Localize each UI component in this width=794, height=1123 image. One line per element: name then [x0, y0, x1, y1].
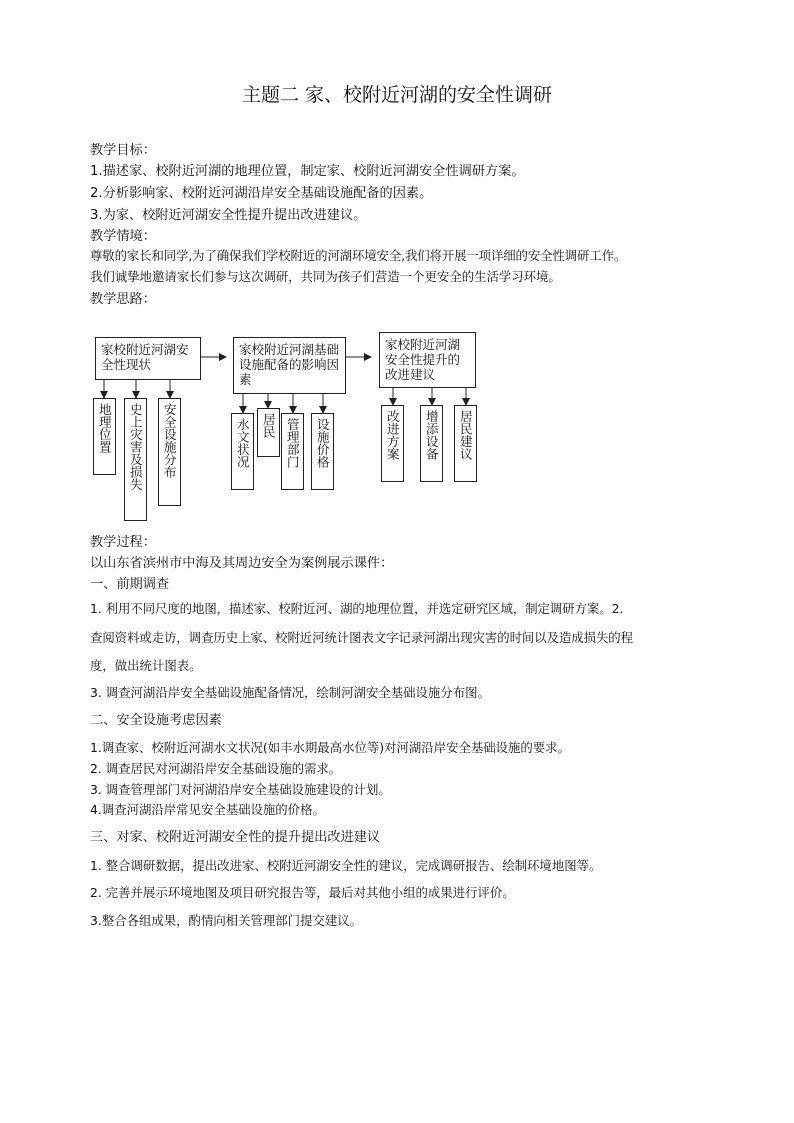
section-3-heading: 三、对家、校附近河湖安全性的提升提出改进建议: [90, 830, 381, 845]
objective-item-3: 3.为家、校附近河湖安全性提升提出改进建议。: [90, 208, 367, 223]
section-2-line-2: 2. 调查居民对河湖沿岸安全基础设施的需求。: [90, 761, 342, 776]
main-box-suggestions: 家校附近河湖安全性提升的改进建议: [379, 332, 476, 388]
sub-box-location: 地理位置: [93, 398, 116, 475]
main-box-status: 家校附近河湖安全性现状: [95, 337, 201, 380]
sub-box-price: 设施价格: [311, 413, 334, 490]
section-2-line-4: 4.调查河湖沿岸常见安全基础设施的价格。: [90, 802, 325, 817]
section-1-line-4: 3. 调查河湖沿岸安全基础设施配备情况，绘制河湖安全基础设施分布图。: [90, 685, 490, 700]
sub-box-residents: 居民: [257, 408, 280, 457]
approach-heading: 教学思路：: [90, 292, 156, 307]
objectives-heading: 教学目标：: [90, 143, 156, 158]
objective-item-1: 1.描述家、校附近河湖的地理位置，制定家、校附近河湖安全性调研方案。: [90, 164, 525, 179]
section-1-heading: 一、前期调查: [90, 577, 170, 592]
sub-box-disasters: 史上灾害及损失: [124, 398, 147, 521]
process-heading: 教学过程：: [90, 535, 156, 550]
situation-line-2: 我们诚挚地邀请家长们参与这次调研，共同为孩子们营造一个更安全的生活学习环境。: [90, 269, 561, 284]
section-1-line-2: 查阅资料或走访，调查历史上家、校附近河统计图表文字记录河湖出现灾害的时间以及造成损失的程: [90, 630, 633, 645]
sub-box-hydrology: 水文状况: [231, 413, 254, 490]
section-2-line-3: 3. 调查管理部门对河湖沿岸安全基础设施建设的计划。: [90, 782, 391, 797]
section-2-line-1: 1.调查家、校附近河湖水文状况(如丰水期最高水位等)对河湖沿岸安全基础设施的要求。: [90, 740, 570, 755]
section-2-heading: 二、安全设施考虑因素: [90, 713, 222, 728]
objective-item-2: 2.分析影响家、校附近河湖沿岸安全基础设施配备的因素。: [90, 186, 433, 201]
sub-box-facilities-distribution: 安全设施分布: [158, 398, 181, 506]
sub-box-equipment: 增添设备: [420, 405, 443, 482]
sub-box-plan: 改进方案: [381, 405, 404, 482]
main-box-factors: 家校附近河湖基础设施配备的影响因素: [233, 337, 346, 394]
section-1-line-3: 度，做出统计图表。: [90, 658, 202, 673]
section-3-line-3: 3.整合各组成果，酌情向相关管理部门提交建议。: [90, 913, 363, 928]
situation-line-1: 尊敬的家长和同学,为了确保我们学校附近的河湖环境安全,我们将开展一项详细的安全性调研工作。: [90, 248, 627, 263]
sub-box-resident-suggestions: 居民建议: [454, 405, 477, 482]
page-title: 主题二 家、校附近河湖的安全性调研: [241, 84, 553, 106]
section-3-line-2: 2. 完善并展示环境地图及项目研究报告等，最后对其他小组的成果进行评价。: [90, 885, 515, 900]
sub-box-management: 管理部门: [281, 413, 304, 490]
section-3-line-1: 1. 整合调研数据，提出改进家、校附近河湖安全性的建议，完成调研报告、绘制环境地图等。: [90, 858, 602, 873]
situation-heading: 教学情境：: [90, 229, 156, 244]
section-1-line-1: 1. 利用不同尺度的地图，描述家、校附近河、湖的地理位置，并选定研究区域，制定调研方案。2.: [90, 601, 624, 616]
process-intro: 以山东省滨州市中海及其周边安全为案例展示课件：: [90, 556, 394, 571]
